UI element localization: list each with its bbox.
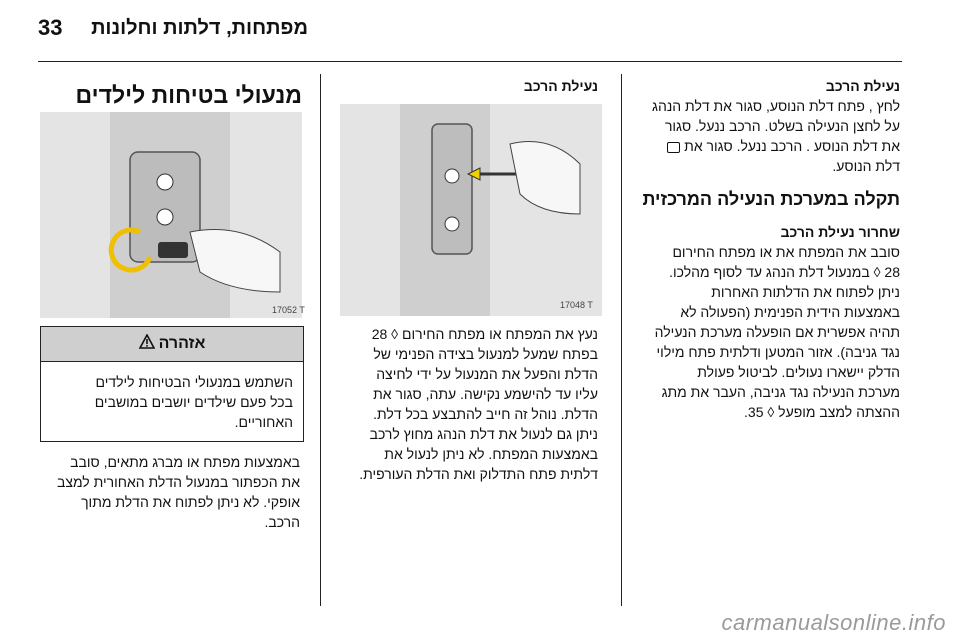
warning-line: בכל פעם שילדים יושבים במושבים [94, 394, 293, 410]
middle-column-text [336, 324, 598, 484]
middle-heading-wrap [338, 76, 598, 96]
watermark: carmanualsonline.info [721, 610, 946, 635]
middle-para-line: ניתן גם לנעול את דלת הנהג מחוץ לרכב [369, 426, 598, 442]
header-divider [38, 61, 902, 62]
right-para-text: את דלת הנוסע . הרכב ננעל. סגור את [684, 138, 900, 154]
warning-line: האחוריים. [234, 414, 293, 430]
right-column [630, 76, 900, 422]
right-para2-line: הדלק יישארו נעולים. לביטול פעולת [697, 364, 900, 380]
left-image-code: 17052 T [272, 305, 305, 315]
middle-para-line: עליו עד להישמע נקישה. עתה, סגור את [373, 386, 598, 402]
door-lock-photo [340, 104, 602, 316]
right-para-line [630, 136, 900, 156]
middle-para-line: הדלת. נוהל זה חייב להתבצע בכל דלת. [373, 406, 598, 422]
left-para-line: אופקי. לא ניתן לפתוח את הדלת מתוך [81, 494, 300, 510]
warning-header [41, 327, 303, 362]
right-sub-heading: שחרור נעילת הרכב [780, 224, 900, 240]
middle-image-code: 17048 T [560, 300, 593, 310]
warning-body [41, 362, 303, 432]
right-para2-line: תהיה אפשרית אם הופעלה מערכת הנעילה [654, 324, 900, 340]
left-para-line: את הכפתור במנעול הדלת האחורית למצב [56, 474, 300, 490]
right-para2-line: 28 ◊ במנעול דלת הנהג עד לסוף מהלכו. [669, 264, 900, 280]
right-para-line: דלת הנוסע. [832, 158, 900, 174]
warning-title: אזהרה [158, 335, 206, 352]
right-para2-line: נגד גניבה). אזור המטען ודלתית פתח מילוי [656, 344, 900, 360]
middle-para-line: נעץ את המפתח או מפתח החירום ◊ 28 [371, 326, 598, 342]
page-number: 33 [38, 15, 63, 40]
right-para-line: על לחצן הנעילה בשלט. הרכב ננעל. סגור [664, 118, 900, 134]
middle-para-line: בפתח שמעל למנעול בצידה הפנימי של [373, 346, 598, 362]
middle-heading: נעילת הרכב [523, 78, 598, 94]
child-lock-photo [40, 112, 302, 318]
right-para2-line: באמצעות הידית הפנימית (הפעולה לא [680, 304, 900, 320]
warning-triangle-icon [139, 334, 155, 354]
left-heading: מנעולי בטיחות לילדים [75, 82, 302, 108]
left-column-text [38, 452, 300, 532]
middle-para-line: הדלת והפעל את המנעול על ידי לחיצה [376, 366, 598, 382]
column-divider-left [320, 74, 321, 606]
right-heading: נעילת הרכב [825, 78, 900, 94]
right-para2-line: מערכת הנעילה נגד גניבה, העבר את מתג [661, 384, 900, 400]
right-para2-line: ניתן לפתוח את הדלתות האחרות [711, 284, 900, 300]
right-para-line: לחץ , פתח דלת הנוסע, סגור את דלת הנהג [652, 98, 900, 114]
warning-line: השתמש במנעולי הבטיחות לילדים [95, 374, 293, 390]
right-section-heading: תקלה במערכת הנעילה המרכזית [642, 189, 900, 209]
right-para2-line: ההצתה למצב מופעל ◊ 35. [744, 404, 900, 420]
left-para-line: באמצעות מפתח או מברג מתאים, סובב [70, 454, 300, 470]
column-divider-right [621, 74, 622, 606]
middle-para-line: באמצעות המפתח. לא ניתן לנעול את [384, 446, 598, 462]
unlock-icon [667, 142, 680, 153]
middle-para-line: דלתית פתח התדלוק ואת הדלת העורפית. [359, 466, 598, 482]
page-header-title: מפתחות, דלתות וחלונות [91, 17, 308, 39]
left-para-line: הרכב. [264, 514, 300, 530]
warning-box [40, 326, 304, 442]
right-para2-line: סובב את המפתח את או מפתח החירום [672, 244, 900, 260]
